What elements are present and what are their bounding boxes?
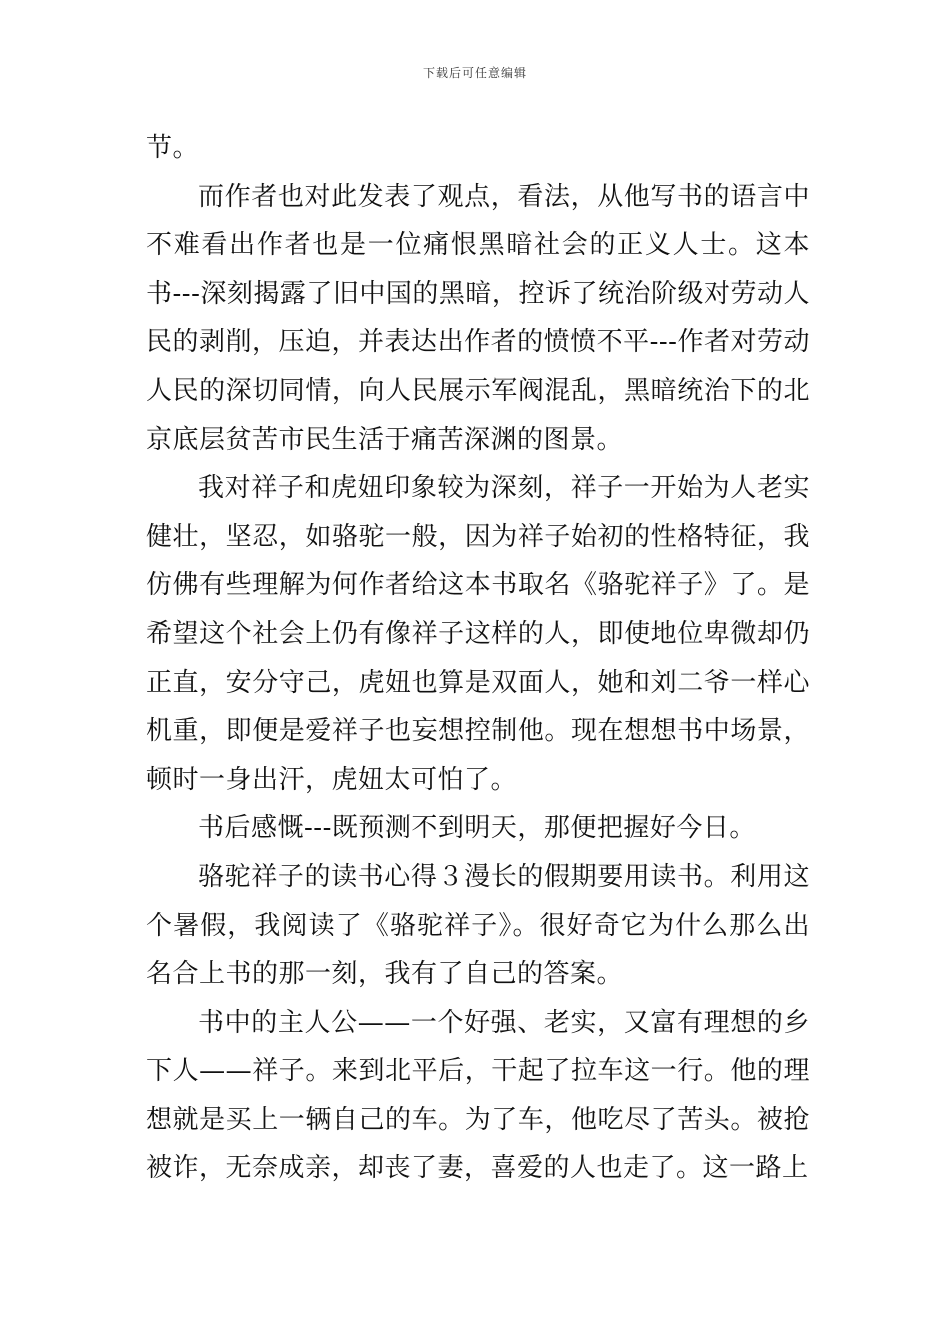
paragraph-6: 书中的主人公——一个好强、老实，又富有理想的乡下人——祥子。来到北平后，干起了拉车这一行。他的理想就是买上一辆自己的车。为了车，他吃尽了苦头。被抢被诈，无奈成亲，却丧了妻，喜爱的人也走了。这一路上	[146, 1007, 810, 1184]
page-header-note: 下载后可任意编辑	[422, 66, 527, 80]
paragraph-3: 我对祥子和虎妞印象较为深刻，祥子一开始为人老实健壮，坚忍，如骆驼一般，因为祥子始初的性格特征，我仿佛有些理解为何作者给这本书取名《骆驼祥子》了。是希望这个社会上仍有像祥子这样的人，即使地位卑微却仍正直，安分守己，虎妞也算是双面人，她和刘二爷一样心机重，即便是爱祥子也妄想控制他。现在想想书中场景，顿时一身出汗，虎妞太可怕了。	[146, 473, 810, 795]
paragraph-2: 而作者也对此发表了观点，看法，从他写书的语言中不难看出作者也是一位痛恨黑暗社会的正义人士。这本书---深刻揭露了旧中国的黑暗，控诉了统治阶级对劳动人民的剥削，压迫，并表达出作者的愤愤不平---作者对劳动人民的深切同情，向人民展示军阀混乱，黑暗统治下的北京底层贫苦市民生活于痛苦深渊的图景。	[146, 181, 810, 455]
document-body	[146, 124, 810, 1193]
paragraph-5: 骆驼祥子的读书心得３漫长的假期要用读书。利用这个暑假，我阅读了《骆驼祥子》。很好奇它为什么那么出名合上书的那一刻，我有了自己的答案。	[146, 861, 810, 990]
paragraph-4: 书后感慨---既预测不到明天，那便把握好今日。	[198, 813, 756, 844]
paragraph-1: 节。	[146, 133, 200, 163]
